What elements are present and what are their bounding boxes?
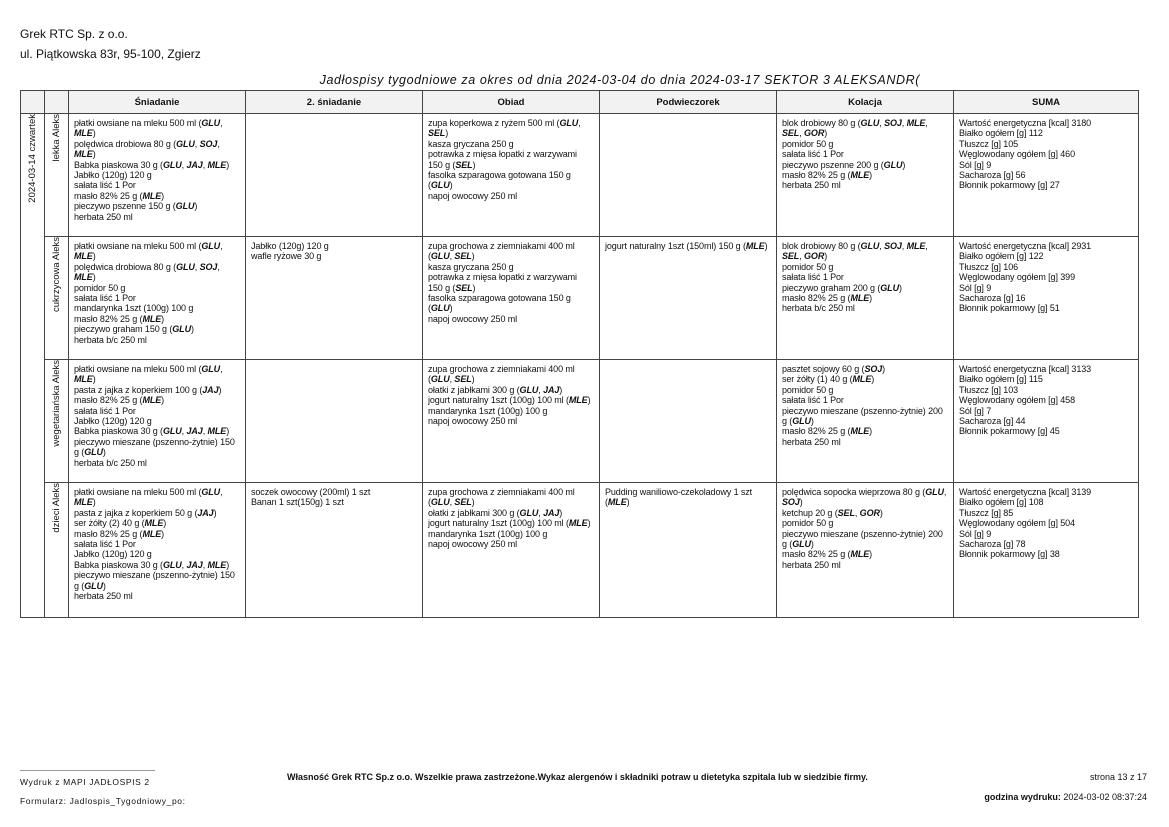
menu-line: sałata liść 1 Por	[782, 272, 844, 283]
menu-line: herbata 250 ml	[782, 436, 841, 447]
menu-line: blok drobiowy 80 g (GLU, SOJ, MLE, SEL, GOR)	[782, 241, 928, 262]
meal-cell-second-breakfast	[246, 237, 423, 360]
menu-line: sałata liść 1 Por	[74, 539, 136, 550]
menu-line: Tłuszcz [g] 105	[959, 138, 1019, 149]
meal-cell-snack	[600, 483, 777, 618]
menu-line: masło 82% 25 g (MLE)	[782, 293, 873, 304]
menu-line: zupa grochowa z ziemniakami 400 ml (GLU, SEL)	[428, 487, 575, 508]
menu-line: Babka piaskowa 30 g (GLU, JAJ, MLE)	[74, 159, 230, 170]
column-header-breakfast: Śniadanie	[69, 91, 246, 114]
menu-line: sałata liść 1 Por	[74, 180, 136, 191]
footer-rule	[20, 770, 155, 771]
diet-cell	[45, 114, 69, 237]
table-row	[21, 114, 1139, 237]
nutrition-sum-cell	[954, 483, 1139, 618]
meal-cell-breakfast	[69, 483, 246, 618]
meal-cell-dinner	[777, 114, 954, 237]
menu-line: Babka piaskowa 30 g (GLU, JAJ, MLE)	[74, 426, 230, 437]
menu-line: napoj owocowy 250 ml	[428, 539, 518, 550]
menu-line: Tłuszcz [g] 103	[959, 384, 1019, 395]
menu-line: polędwica drobiowa 80 g (GLU, SOJ, MLE)	[74, 261, 220, 283]
meal-cell-second-breakfast	[246, 114, 423, 237]
menu-line: pieczywo pszenne 150 g (GLU)	[74, 201, 198, 212]
menu-line: pomidor 50 g	[782, 518, 834, 529]
menu-line: Białko ogółem [g] 115	[959, 374, 1043, 385]
menu-line: pomidor 50 g	[782, 261, 834, 272]
menu-line: masło 82% 25 g (MLE)	[74, 395, 165, 406]
column-header-dinner: Kolacja	[777, 91, 954, 114]
menu-line: Jabłko (120g) 120 g	[74, 549, 152, 560]
print-time-value: 2024-03-02 08:37:24	[1063, 792, 1147, 802]
footer-copyright: Własność Grek RTC Sp.z o.o. Wszelkie prawa zastrzeżone.Wykaz alergenów i składniki potraw u dietetyka szpitala lub w siedzibie firmy.	[287, 772, 868, 782]
menu-line: płatki owsiane na mleku 500 ml (GLU, MLE)	[74, 487, 223, 508]
menu-line: Białko ogółem [g] 112	[959, 128, 1043, 139]
menu-line: masło 82% 25 g (MLE)	[74, 313, 165, 324]
menu-line: napoj owocowy 250 ml	[428, 416, 518, 427]
meal-cell-breakfast	[69, 360, 246, 483]
menu-line: herbata 250 ml	[74, 211, 133, 222]
menu-line: płatki owsiane na mleku 500 ml (GLU, MLE)	[74, 118, 223, 139]
nutrition-sum-cell	[954, 237, 1139, 360]
diet-cell	[45, 483, 69, 618]
menu-line: pasta z jajka z koperkiem 50 g (JAJ)	[74, 507, 217, 518]
diet-cell	[45, 237, 69, 360]
meal-cell-snack	[600, 114, 777, 237]
menu-line: ołatki z jabłkami 300 g (GLU, JAJ)	[428, 384, 563, 395]
menu-line: jogurt naturalny 1szt (100g) 100 ml (MLE)	[428, 518, 591, 529]
menu-line: Tłuszcz [g] 106	[959, 261, 1019, 272]
menu-line: pieczywo graham 200 g (GLU)	[782, 282, 902, 293]
menu-line: Węglowodany ogółem [g] 399	[959, 272, 1075, 283]
menu-line: płatki owsiane na mleku 500 ml (GLU, MLE)	[74, 364, 223, 385]
menu-line: ketchup 20 g (SEL, GOR)	[782, 507, 883, 518]
menu-line: masło 82% 25 g (MLE)	[74, 190, 165, 201]
column-header-second-breakfast: 2. śniadanie	[246, 91, 423, 114]
meal-cell-snack	[600, 237, 777, 360]
print-time-label: godzina wydruku:	[984, 792, 1061, 802]
menu-line: sałata liść 1 Por	[782, 149, 844, 160]
diet-label: dzieci Aleks	[51, 483, 62, 533]
menu-line: płatki owsiane na mleku 500 ml (GLU, MLE)	[74, 241, 223, 262]
menu-line: potrawka z mięsa łopatki z warzywami 150 g (SEL)	[428, 149, 577, 170]
menu-line: herbata b/c 250 ml	[74, 334, 147, 345]
table-row	[21, 360, 1139, 483]
menu-line: Tłuszcz [g] 85	[959, 507, 1014, 518]
menu-line: Węglowodany ogółem [g] 460	[959, 149, 1075, 160]
menu-line: ser żółty (1) 40 g (MLE)	[782, 374, 875, 385]
date-label: 2024-03-14 czwartek	[27, 114, 38, 203]
menu-line: pieczywo pszenne 200 g (GLU)	[782, 159, 906, 170]
column-header-lunch: Obiad	[423, 91, 600, 114]
menu-line: jogurt naturalny 1szt (150ml) 150 g (MLE)	[605, 241, 768, 251]
menu-line: Błonnik pokarmowy [g] 38	[959, 549, 1060, 560]
menu-line: Błonnik pokarmowy [g] 51	[959, 303, 1060, 314]
menu-line: Babka piaskowa 30 g (GLU, JAJ, MLE)	[74, 559, 230, 570]
meal-cell-second-breakfast	[246, 483, 423, 618]
menu-line: potrawka z mięsa łopatki z warzywami 150 g (SEL)	[428, 272, 577, 293]
menu-line: sałata liść 1 Por	[74, 405, 136, 416]
menu-line: Białko ogółem [g] 122	[959, 251, 1044, 262]
menu-line: masło 82% 25 g (MLE)	[74, 528, 165, 539]
column-header-snack: Podwieczorek	[600, 91, 777, 114]
meal-cell-dinner	[777, 483, 954, 618]
menu-line: herbata 250 ml	[74, 591, 133, 602]
menu-line: Pudding waniliowo-czekoladowy 1 szt (MLE)	[605, 487, 753, 508]
menu-line: ołatki z jabłkami 300 g (GLU, JAJ)	[428, 507, 563, 518]
meal-cell-breakfast	[69, 114, 246, 237]
menu-line: masło 82% 25 g (MLE)	[782, 170, 873, 181]
column-header-sum: SUMA	[954, 91, 1139, 114]
menu-line: pieczywo mieszane (pszenno-żytnie) 200 g (GLU)	[782, 405, 943, 427]
menu-line: pomidor 50 g	[782, 384, 834, 395]
menu-line: sałata liść 1 Por	[782, 395, 844, 406]
menu-line: blok drobiowy 80 g (GLU, SOJ, MLE, SEL, GOR)	[782, 118, 928, 139]
meal-cell-lunch	[423, 114, 600, 237]
menu-line: Sól [g] 7	[959, 405, 992, 416]
print-timestamp	[984, 792, 1147, 802]
menu-line: Jabłko (120g) 120 g	[251, 241, 329, 251]
menu-line: Banan 1 szt(150g) 1 szt	[251, 497, 344, 508]
document-title: Jadłospisy tygodniowe za okres od dnia 2024-03-04 do dnia 2024-03-17 SEKTOR 3 ALEKSANDR(	[319, 73, 920, 87]
nutrition-sum-cell	[954, 114, 1139, 237]
menu-line: pomidor 50 g	[74, 282, 126, 293]
date-cell	[21, 114, 45, 618]
menu-line: pieczywo graham 150 g (GLU)	[74, 324, 194, 335]
footer-print-info	[20, 770, 200, 811]
company-header	[20, 24, 201, 64]
table-row	[21, 237, 1139, 360]
menu-line: Sacharoza [g] 56	[959, 170, 1026, 181]
meal-cell-dinner	[777, 237, 954, 360]
diet-label: cukrzycowa Aleks	[51, 237, 62, 312]
menu-line: Węglowodany ogółem [g] 504	[959, 518, 1075, 529]
table-row	[21, 483, 1139, 618]
meal-cell-snack	[600, 360, 777, 483]
menu-line: masło 82% 25 g (MLE)	[782, 549, 873, 560]
menu-line: Sacharoza [g] 78	[959, 539, 1026, 550]
menu-line: Sacharoza [g] 44	[959, 416, 1026, 427]
meal-cell-lunch	[423, 483, 600, 618]
meal-cell-lunch	[423, 237, 600, 360]
menu-line: Jabłko (120g) 120 g	[74, 416, 152, 427]
menu-line: pasztet sojowy 60 g (SOJ)	[782, 364, 886, 374]
diet-cell	[45, 360, 69, 483]
menu-line: mandarynka 1szt (100g) 100 g	[428, 528, 548, 539]
menu-line: pieczywo mieszane (pszenno-żytnie) 150 g (GLU)	[74, 570, 235, 591]
menu-line: Sól [g] 9	[959, 282, 992, 293]
menu-line: Błonnik pokarmowy [g] 27	[959, 180, 1060, 191]
menu-line: Wartość energetyczna [kcal] 3133	[959, 364, 1092, 374]
menu-line: wafle ryżowe 30 g	[251, 251, 322, 262]
diet-label: lekka Aleks	[51, 114, 62, 162]
menu-line: masło 82% 25 g (MLE)	[782, 426, 873, 437]
menu-line: zupa koperkowa z ryżem 500 ml (GLU, SEL)	[428, 118, 581, 139]
meal-cell-second-breakfast	[246, 360, 423, 483]
menu-line: Białko ogółem [g] 108	[959, 497, 1044, 508]
header-blank	[45, 91, 69, 114]
footer-software: Wydruk z MAPI JADŁOSPIS 2	[20, 777, 150, 787]
menu-line: fasolka szparagowa gotowana 150 g (GLU)	[428, 170, 571, 191]
menu-line: Błonnik pokarmowy [g] 45	[959, 426, 1060, 437]
menu-line: pasta z jajka z koperkiem 100 g (JAJ)	[74, 384, 222, 395]
menu-line: pieczywo mieszane (pszenno-żytnie) 150 g (GLU)	[74, 436, 235, 458]
page-number: strona 13 z 17	[1089, 772, 1147, 782]
menu-line: polędwica drobiowa 80 g (GLU, SOJ, MLE)	[74, 138, 220, 160]
table-header-row	[21, 91, 1139, 114]
menu-line: kasza gryczana 250 g	[428, 261, 514, 272]
menu-line: Sacharoza [g] 16	[959, 293, 1026, 304]
menu-line: polędwica sopocka wieprzowa 80 g (GLU, SOJ)	[782, 487, 947, 508]
menu-line: pomidor 50 g	[782, 138, 834, 149]
menu-line: soczek owocowy (200ml) 1 szt	[251, 487, 371, 497]
menu-line: fasolka szparagowa gotowana 150 g (GLU)	[428, 293, 571, 314]
menu-line: Sól [g] 9	[959, 159, 992, 170]
menu-line: jogurt naturalny 1szt (100g) 100 ml (MLE)	[428, 395, 591, 406]
menu-line: mandarynka 1szt (100g) 100 g	[428, 405, 548, 416]
company-name: Grek RTC Sp. z o.o.	[20, 27, 128, 41]
menu-line: zupa grochowa z ziemniakami 400 ml (GLU, SEL)	[428, 241, 575, 262]
footer-form-name: Formularz: Jadlospis_Tygodniowy_po:	[20, 796, 186, 806]
menu-line: sałata liść 1 Por	[74, 293, 136, 304]
meal-cell-dinner	[777, 360, 954, 483]
menu-line: herbata b/c 250 ml	[782, 303, 855, 314]
menu-line: kasza gryczana 250 g	[428, 138, 514, 149]
menu-line: Węglowodany ogółem [g] 458	[959, 395, 1075, 406]
menu-line: Sól [g] 9	[959, 528, 992, 539]
header-blank	[21, 91, 45, 114]
weekly-menu-table	[20, 90, 1139, 618]
menu-line: napoj owocowy 250 ml	[428, 313, 518, 324]
diet-label: wegetariańska Aleks	[51, 360, 62, 447]
menu-line: Wartość energetyczna [kcal] 2931	[959, 241, 1092, 251]
menu-line: herbata 250 ml	[782, 559, 841, 570]
menu-line: Wartość energetyczna [kcal] 3180	[959, 118, 1092, 128]
menu-line: Wartość energetyczna [kcal] 3139	[959, 487, 1092, 497]
meal-cell-lunch	[423, 360, 600, 483]
meal-cell-breakfast	[69, 237, 246, 360]
menu-line: herbata 250 ml	[782, 180, 841, 191]
menu-line: zupa grochowa z ziemniakami 400 ml (GLU, SEL)	[428, 364, 575, 385]
menu-line: napoj owocowy 250 ml	[428, 190, 518, 201]
menu-line: ser żółty (2) 40 g (MLE)	[74, 518, 167, 529]
menu-line: herbata b/c 250 ml	[74, 457, 147, 468]
company-address: ul. Piątkowska 83r, 95-100, Zgierz	[20, 47, 201, 61]
menu-line: Jabłko (120g) 120 g	[74, 170, 152, 181]
menu-line: mandarynka 1szt (100g) 100 g	[74, 303, 194, 314]
menu-line: pieczywo mieszane (pszenno-żytnie) 200 g (GLU)	[782, 528, 943, 550]
nutrition-sum-cell	[954, 360, 1139, 483]
